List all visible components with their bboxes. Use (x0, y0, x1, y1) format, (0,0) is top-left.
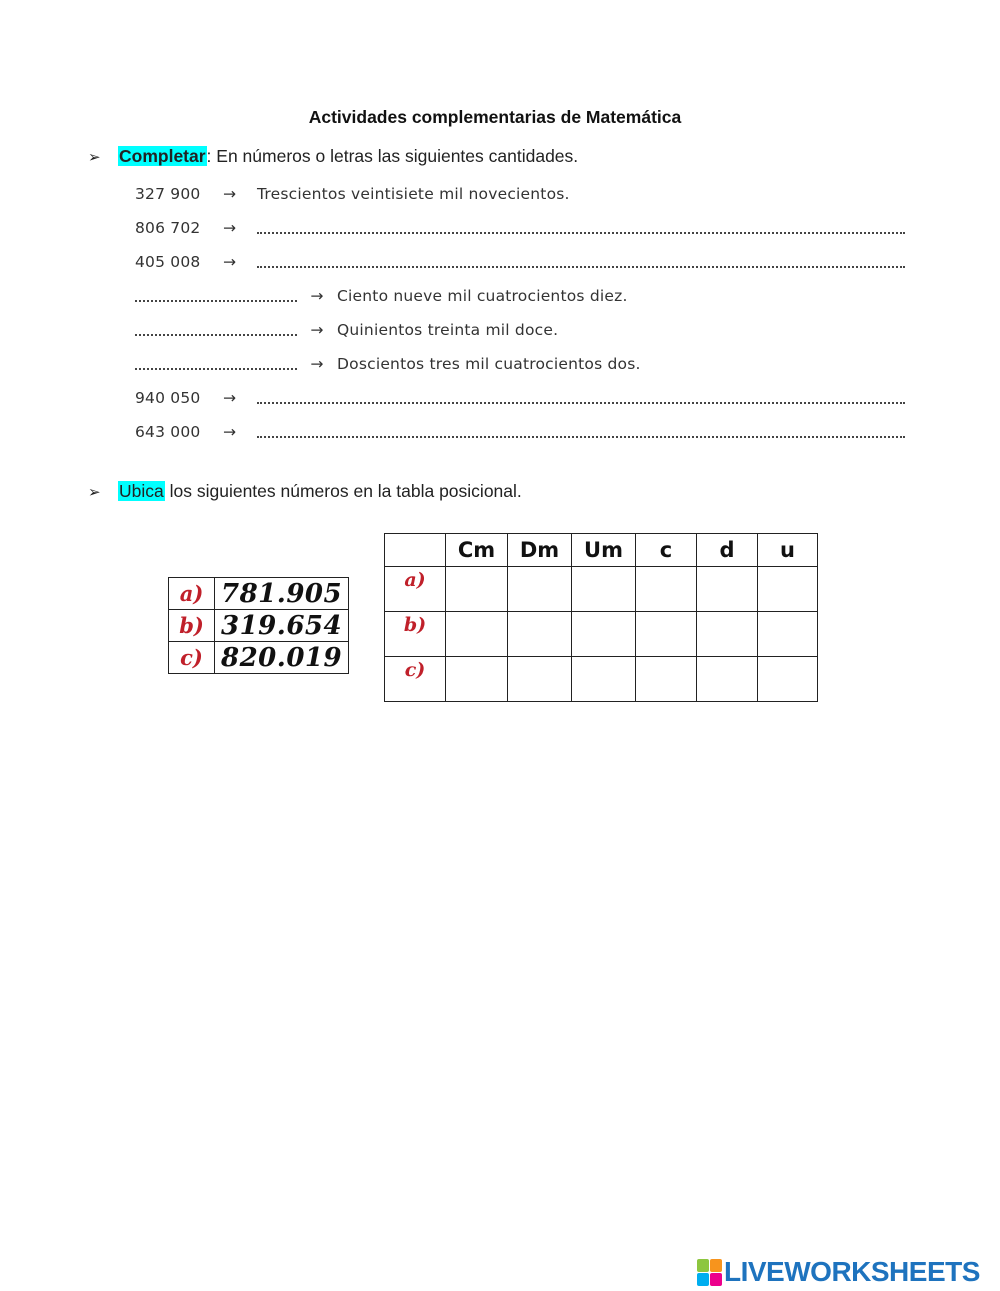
arrow-right-icon: → (223, 423, 237, 441)
exercise-row-1 (135, 185, 570, 203)
answer-cell[interactable] (758, 612, 818, 657)
answer-cell[interactable] (508, 612, 572, 657)
answer-cell[interactable] (697, 612, 758, 657)
arrow-right-icon: → (223, 185, 237, 203)
row-label: b) (385, 612, 446, 657)
exercise-number: 643 000 (135, 423, 201, 441)
answer-cell[interactable] (758, 567, 818, 612)
arrow-right-icon: → (310, 321, 324, 339)
section-ubica (88, 481, 522, 502)
table-row (169, 578, 349, 610)
exercise-number: 327 900 (135, 185, 201, 203)
exercise-row-7 (135, 389, 905, 407)
bullet-arrow-icon: ➢ (88, 484, 101, 501)
answer-cell[interactable] (446, 612, 508, 657)
bullet-arrow-icon: ➢ (88, 149, 101, 166)
exercise-words: Quinientos treinta mil doce. (337, 321, 559, 339)
table-row (385, 657, 818, 702)
header-row (385, 534, 818, 567)
answer-blank[interactable] (257, 432, 905, 438)
answer-blank[interactable] (135, 330, 297, 336)
answer-cell[interactable] (508, 657, 572, 702)
header-u: u (758, 534, 818, 567)
answer-cell[interactable] (446, 657, 508, 702)
arrow-right-icon: → (310, 355, 324, 373)
answer-cell[interactable] (508, 567, 572, 612)
completar-keyword: Completar (119, 146, 206, 166)
arrow-right-icon: → (310, 287, 324, 305)
exercise-row-6 (135, 355, 641, 373)
table-row (385, 612, 818, 657)
row-label: c) (169, 642, 215, 674)
answer-blank[interactable] (257, 228, 905, 234)
answer-cell[interactable] (572, 612, 636, 657)
answer-cell[interactable] (758, 657, 818, 702)
answer-cell[interactable] (572, 657, 636, 702)
table-row (169, 642, 349, 674)
header-d: d (697, 534, 758, 567)
ubica-keyword: Ubica (119, 481, 164, 501)
numbers-table (168, 577, 349, 674)
answer-cell[interactable] (446, 567, 508, 612)
section-completar (88, 146, 578, 167)
answer-cell[interactable] (636, 567, 697, 612)
number-value: 781.905 (215, 578, 349, 610)
answer-cell[interactable] (697, 657, 758, 702)
liveworksheets-mark-icon (697, 1259, 721, 1285)
number-value: 820.019 (215, 642, 349, 674)
table-row (169, 610, 349, 642)
row-label: a) (385, 567, 446, 612)
number-value: 319.654 (215, 610, 349, 642)
answer-blank[interactable] (135, 296, 297, 302)
arrow-right-icon: → (223, 219, 237, 237)
header-um: Um (572, 534, 636, 567)
header-c: c (636, 534, 697, 567)
logo-text: LIVEWORKSHEETS (724, 1256, 980, 1287)
exercise-number: 806 702 (135, 219, 201, 237)
exercise-words: Ciento nueve mil cuatrocientos diez. (337, 287, 628, 305)
place-value-table (384, 533, 818, 702)
exercise-row-5 (135, 321, 558, 339)
exercise-words: Doscientos tres mil cuatrocientos dos. (337, 355, 641, 373)
answer-cell[interactable] (572, 567, 636, 612)
arrow-right-icon: → (223, 253, 237, 271)
page-title: Actividades complementarias de Matemática (308, 107, 682, 127)
header-dm: Dm (508, 534, 572, 567)
ubica-instruction: los siguientes números en la tabla posicional. (164, 481, 522, 501)
answer-cell[interactable] (636, 612, 697, 657)
arrow-right-icon: → (223, 389, 237, 407)
exercise-number: 940 050 (135, 389, 201, 407)
corner-cell (385, 534, 446, 567)
answer-cell[interactable] (636, 657, 697, 702)
exercise-number: 405 008 (135, 253, 201, 271)
row-label: b) (169, 610, 215, 642)
exercise-row-8 (135, 423, 905, 441)
answer-blank[interactable] (257, 398, 905, 404)
liveworksheets-logo (697, 1256, 980, 1288)
exercise-words: Trescientos veintisiete mil novecientos. (257, 185, 570, 203)
exercise-row-2 (135, 219, 905, 237)
table-row (385, 567, 818, 612)
answer-blank[interactable] (135, 364, 297, 370)
row-label: a) (169, 578, 215, 610)
answer-cell[interactable] (697, 567, 758, 612)
header-cm: Cm (446, 534, 508, 567)
answer-blank[interactable] (257, 262, 905, 268)
exercise-row-3 (135, 253, 905, 271)
completar-instruction: : En números o letras las siguientes cantidades. (206, 146, 579, 166)
exercise-row-4 (135, 287, 628, 305)
row-label: c) (385, 657, 446, 702)
